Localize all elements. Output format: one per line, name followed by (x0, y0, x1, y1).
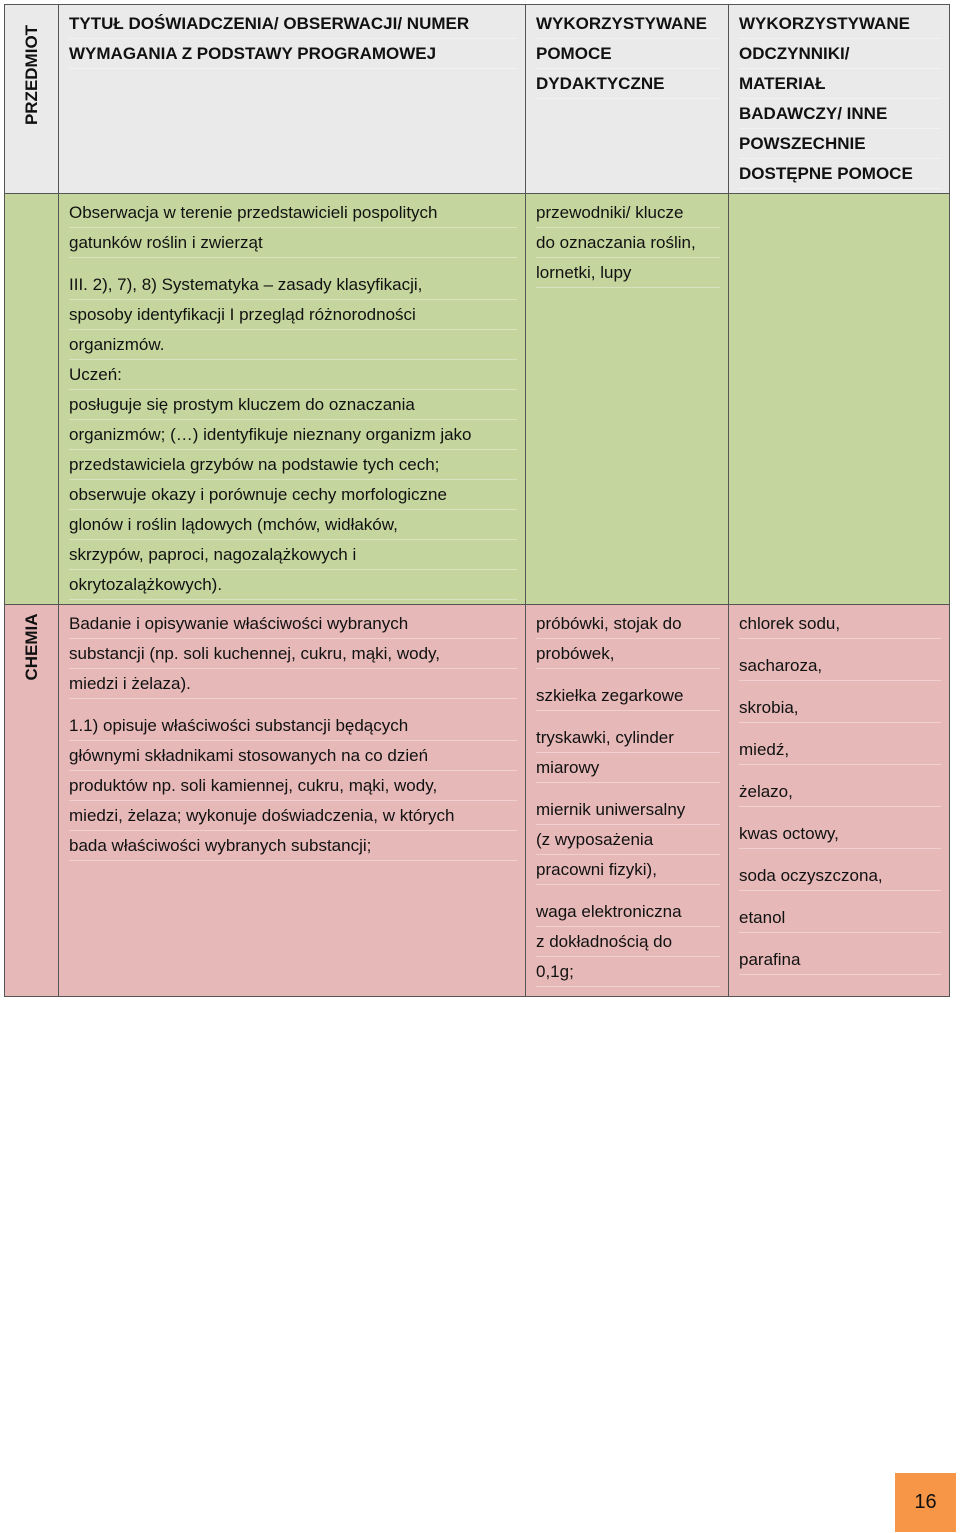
description-line: 1.1) opisuje właściwości substancji będących (69, 711, 517, 741)
chemistry-subject-label: CHEMIA (21, 613, 41, 681)
reagents-header-line: MATERIAŁ (739, 69, 941, 99)
chemistry-description-cell (59, 605, 526, 997)
aids-line: miernik uniwersalny (536, 795, 720, 825)
aids-line: z dokładnością do (536, 927, 720, 957)
description-line: Badanie i opisywanie właściwości wybranych (69, 609, 517, 639)
subject-header-cell (5, 5, 59, 194)
reagents-header-cell (729, 5, 950, 194)
aids-line: lornetki, lupy (536, 258, 720, 288)
aids-line: szkiełka zegarkowe (536, 681, 720, 711)
description-line: organizmów; (…) identyfikuje nieznany organizm jako (69, 420, 517, 450)
reagent-item: skrobia, (739, 693, 941, 723)
description-line: obserwuje okazy i porównuje cechy morfologiczne (69, 480, 517, 510)
page-number: 16 (914, 1491, 937, 1513)
aids-header-line: POMOCE (536, 39, 720, 69)
biology-row (5, 194, 950, 605)
page-number-badge (895, 1473, 956, 1532)
reagent-item: parafina (739, 945, 941, 975)
reagent-item: sacharoza, (739, 651, 941, 681)
reagents-header-line: BADAWCZY/ INNE (739, 99, 941, 129)
title-header-line: TYTUŁ DOŚWIADCZENIA/ OBSERWACJI/ NUMER (69, 9, 517, 39)
reagents-header-line: ODCZYNNIKI/ (739, 39, 941, 69)
chemistry-reagents-cell (729, 605, 950, 997)
reagent-item: etanol (739, 903, 941, 933)
aids-header-line: WYKORZYSTYWANE (536, 9, 720, 39)
aids-line: 0,1g; (536, 957, 720, 987)
aids-line: do oznaczania roślin, (536, 228, 720, 258)
description-line: skrzypów, paproci, nagozalążkowych i (69, 540, 517, 570)
description-line: przedstawiciela grzybów na podstawie tych cech; (69, 450, 517, 480)
reagents-header-line: WYKORZYSTYWANE (739, 9, 941, 39)
chemistry-aids-cell (526, 605, 729, 997)
description-line: substancji (np. soli kuchennej, cukru, mąki, wody, (69, 639, 517, 669)
aids-line: próbówki, stojak do (536, 609, 720, 639)
chemistry-subject-cell (5, 605, 59, 997)
biology-aids-cell (526, 194, 729, 605)
description-line: bada właściwości wybranych substancji; (69, 831, 517, 861)
biology-reagents-cell (729, 194, 950, 605)
reagents-header-line: DOSTĘPNE POMOCE (739, 159, 941, 189)
table-header-row (5, 5, 950, 194)
reagent-item: kwas octowy, (739, 819, 941, 849)
reagent-item: soda oczyszczona, (739, 861, 941, 891)
description-line: okrytozalążkowych). (69, 570, 517, 600)
description-line: glonów i roślin lądowych (mchów, widłaków, (69, 510, 517, 540)
description-line: produktów np. soli kamiennej, cukru, mąki, wody, (69, 771, 517, 801)
title-header-line: WYMAGANIA Z PODSTAWY PROGRAMOWEJ (69, 39, 517, 69)
description-line: miedzi i żelaza). (69, 669, 517, 699)
aids-line: waga elektroniczna (536, 897, 720, 927)
description-line: gatunków roślin i zwierząt (69, 228, 517, 258)
reagent-item: żelazo, (739, 777, 941, 807)
description-line: sposoby identyfikacji I przegląd różnorodności (69, 300, 517, 330)
reagent-item: chlorek sodu, (739, 609, 941, 639)
chemistry-row (5, 605, 950, 997)
subject-header-label: PRZEDMIOT (21, 24, 41, 126)
aids-line: (z wyposażenia (536, 825, 720, 855)
description-line: głównymi składnikami stosowanych na co dzień (69, 741, 517, 771)
description-line: miedzi, żelaza; wykonuje doświadczenia, w których (69, 801, 517, 831)
experiments-table (4, 4, 950, 997)
aids-line: miarowy (536, 753, 720, 783)
reagents-header-line: POWSZECHNIE (739, 129, 941, 159)
aids-header-line: DYDAKTYCZNE (536, 69, 720, 99)
title-header-cell (59, 5, 526, 194)
biology-subject-cell (5, 194, 59, 605)
description-line: organizmów. (69, 330, 517, 360)
reagent-item: miedź, (739, 735, 941, 765)
description-line: Uczeń: (69, 360, 517, 390)
aids-line: przewodniki/ klucze (536, 198, 720, 228)
description-line: III. 2), 7), 8) Systematyka – zasady klasyfikacji, (69, 270, 517, 300)
aids-line: tryskawki, cylinder (536, 723, 720, 753)
aids-line: probówek, (536, 639, 720, 669)
aids-header-cell (526, 5, 729, 194)
biology-description-cell (59, 194, 526, 605)
description-line: posługuje się prostym kluczem do oznaczania (69, 390, 517, 420)
description-line: Obserwacja w terenie przedstawicieli pospolitych (69, 198, 517, 228)
aids-line: pracowni fizyki), (536, 855, 720, 885)
